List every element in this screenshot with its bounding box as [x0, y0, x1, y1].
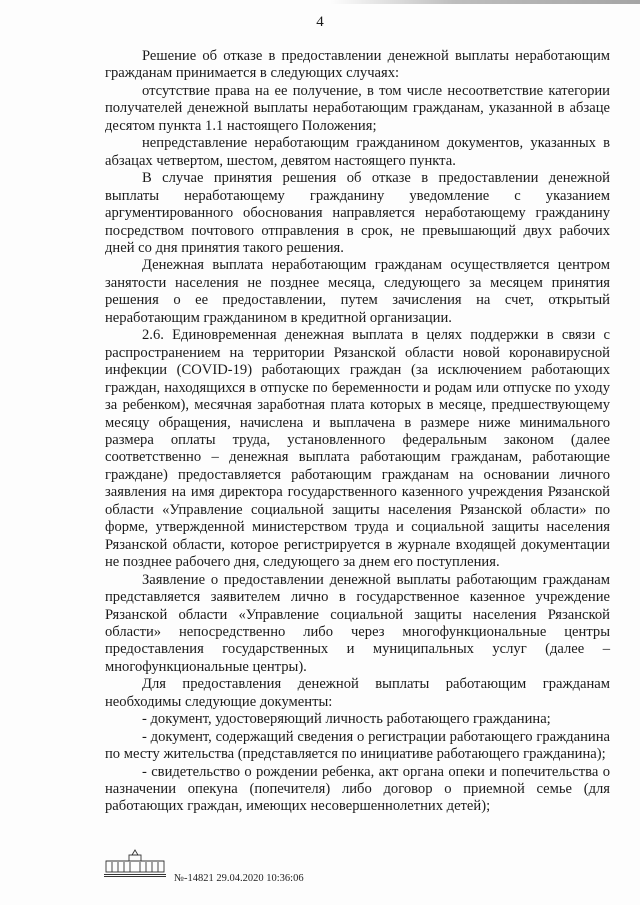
scan-edge-shadow — [330, 0, 640, 4]
list-item-identity: - документ, удостоверяющий личность работающего гражданина; — [142, 711, 551, 728]
list-item-registration: - документ, содержащий сведения о регистрации работающего гражданина по месту жительства (представляется по инициативе работающего гражданина); — [105, 728, 610, 763]
paragraph-refusal-intro: Решение об отказе в предоставлении денежной выплаты неработающим гражданам принимается в следующих случаях: — [105, 48, 610, 82]
paragraph-no-documents: непредставление неработающим гражданином документов, указанных в абзацах четвертом, шестом, девятом настоящего пункта. — [105, 135, 610, 169]
paragraph-refusal-notice: В случае принятия решения об отказе в предоставлении денежной выплаты неработающему гражданину уведомление с указанием аргументированного обоснования направляется неработающему гражданину посредством почтового отправления в срок, не превышающий двух рабочих дней со дня принятия такого решения. — [105, 170, 610, 256]
paragraph-application: Заявление о предоставлении денежной выплаты работающим гражданам представляется заявителем лично в государственное казенное учреждение Рязанской области «Управление социальной защиты населения Рязанской области» непосредственно либо через многофункциональные центры предоставления государственных и муниципальных услуг (далее – многофункциональные центры). — [105, 571, 610, 675]
paragraph-documents-intro: Для предоставления денежной выплаты работающим гражданам необходимы следующие документы: — [105, 676, 610, 710]
list-item-birth-certificate: - свидетельство о рождении ребенка, акт органа опеки и попечительства о назначении опекуна (попечителя) либо договор о приемной семье (для работающих граждан, имеющих несовершеннолетних детей); — [105, 763, 610, 815]
paragraph-no-right: отсутствие права на ее получение, в том числе несоответствие категории получателей денежной выплаты неработающим гражданам, указанной в абзаце десятом пункта 1.1 настоящего Положения; — [105, 82, 610, 134]
paragraph-payment-unemployed: Денежная выплата неработающим гражданам осуществляется центром занятости населения не позднее месяца, следующего за месяцем принятия решения о ее предоставлении, путем зачисления на счет, открытый неработающим гражданином в кредитной организации. — [105, 257, 610, 326]
registration-stamp: №-14821 29.04.2020 10:36:06 — [174, 873, 304, 884]
document-body — [105, 48, 610, 816]
paragraph-2-6: 2.6. Единовременная денежная выплата в целях поддержки в связи с распространением на территории Рязанской области новой коронавирусной инфекции (COVID-19) работающих граждан (за исключением работающих граждан, находящихся в отпуске по беременности и родам или отпуске по уходу за ребенком), месячная заработная плата которых в месяце, предшествующему месяцу обращения, начислена и выплачена в размере ниже минимального размера оплаты труда, установленного федеральным законом (далее соответственно – денежная выплата работающим гражданам, работающие граждане) предоставляется работающим гражданам на основании личного заявления на имя директора государственного казенного учреждения Рязанской области «Управление социальной защиты населения Рязанской области» по форме, утвержденной министерством труда и социальной защиты населения Рязанской области, которое регистрируется в журнале входящей документации не позднее рабочего дня, следующего за днем его поступления. — [105, 327, 610, 571]
registry-building-logo — [102, 848, 168, 878]
page-number: 4 — [316, 14, 324, 30]
